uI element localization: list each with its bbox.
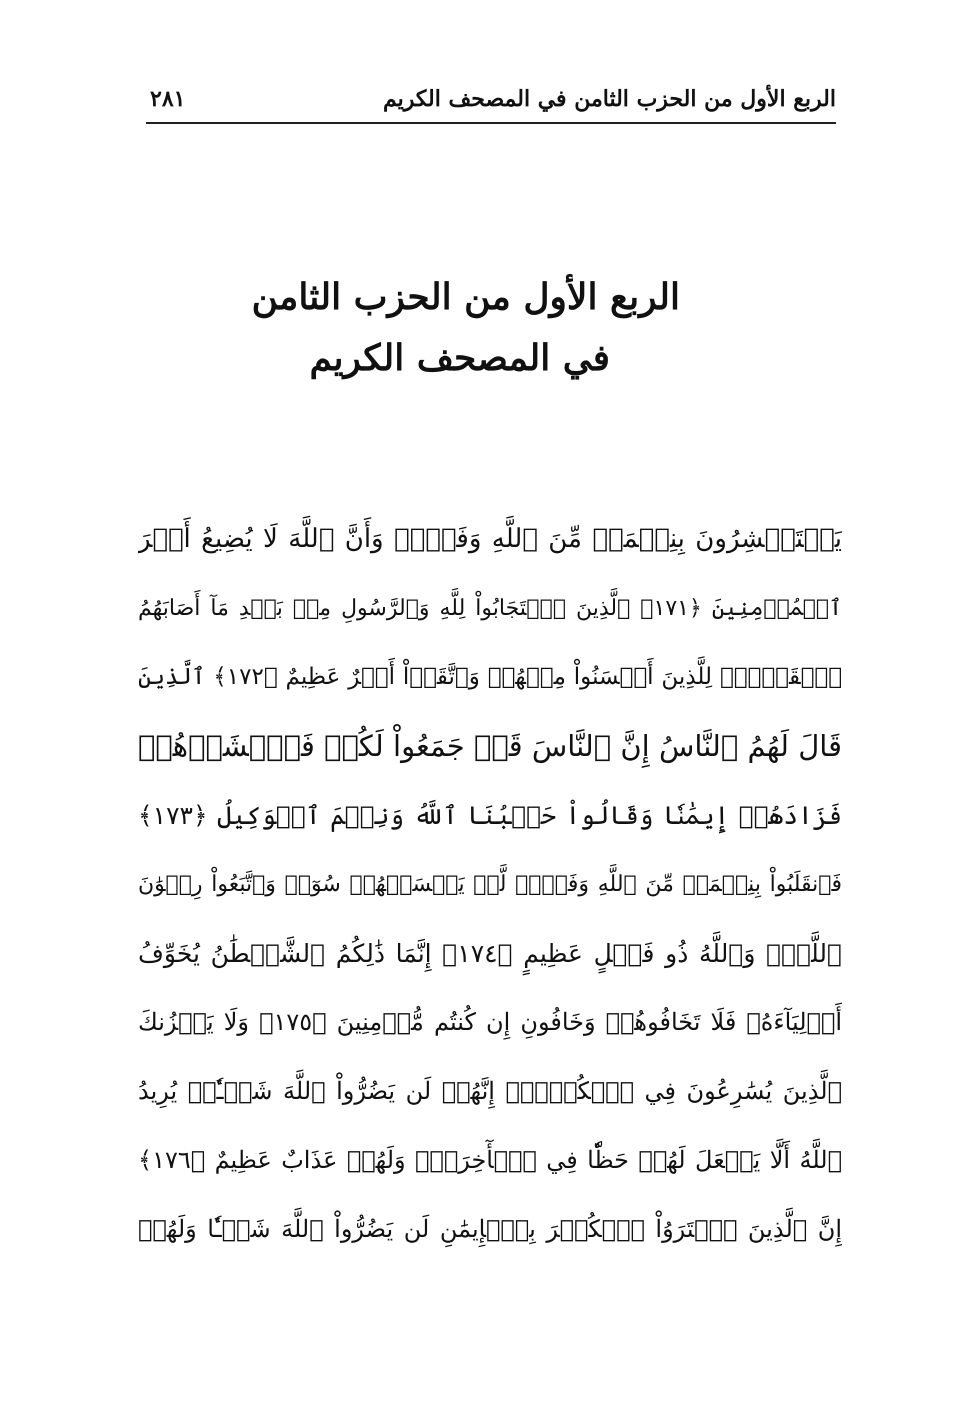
running-title: الربع الأول من الحزب الثامن في المصحف الكريم <box>382 86 836 112</box>
section-heading-line-2: في المصحف الكريم <box>309 337 610 379</box>
verse-line: إِنَّ ٱلَّذِينَ ٱشۡتَرَوُاْ ٱلۡكُفۡرَ بِٱلۡإِيمَٰنِ لَن يَضُرُّواْ ٱللَّهَ شَيۡـٔٗا وَلَهُمۡ <box>138 1215 842 1243</box>
quran-text-block <box>138 505 842 1264</box>
verse-line: ٱللَّهُ أَلَّا يَجۡعَلَ لَهُمۡ حَظّٗا فِي ٱلۡأٓخِرَةِۖ وَلَهُمۡ عَذَابٌ عَظِيمٌ ﴿١٧٦﴾ <box>138 1146 842 1174</box>
section-heading-line-1: الربع الأول من الحزب الثامن <box>251 276 680 318</box>
verse-line: فَٱنقَلَبُواْ بِنِعۡمَةٖ مِّنَ ٱللَّهِ وَفَضۡلٖ لَّمۡ يَمۡسَسۡهُمۡ سُوٓءٞ وَٱتَّبَعُواْ رِضۡوَٰنَ <box>138 872 842 897</box>
verse-line: ٱلۡقَرۡحُۚ لِلَّذِينَ أَحۡسَنُواْ مِنۡهُمۡ وَٱتَّقَوۡاْ أَجۡرٌ عَظِيمٌ ﴿١٧٢﴾ ٱلَّذِينَ <box>138 664 842 690</box>
verse-line: فَزَادَهُمۡ إِيمَٰنٗا وَقَالُواْ حَسۡبُنَا ٱللَّهُ وَنِعۡمَ ٱلۡوَكِيلُ ﴿١٧٣﴾ <box>138 801 842 830</box>
verse-line: ٱلَّذِينَ يُسَٰرِعُونَ فِي ٱلۡكُفۡرِۚ إِنَّهُمۡ لَن يَضُرُّواْ ٱللَّهَ شَيۡـٔٗاۗ يُرِيدُ <box>138 1077 842 1105</box>
running-header <box>146 78 836 124</box>
verse-line: يَسۡتَبۡشِرُونَ بِنِعۡمَةٖ مِّنَ ٱللَّهِ وَفَضۡلٖ وَأَنَّ ٱللَّهَ لَا يُضِيعُ أَجۡرَ <box>138 524 842 554</box>
verse-line: قَالَ لَهُمُ ٱلنَّاسُ إِنَّ ٱلنَّاسَ قَدۡ جَمَعُواْ لَكُمۡ فَٱخۡشَوۡهُمۡ <box>138 729 842 763</box>
verse-line: ٱلۡمُؤۡمِنِينَ ﴿١٧١﴾ ٱلَّذِينَ ٱسۡتَجَابُواْ لِلَّهِ وَٱلرَّسُولِ مِنۢ بَعۡدِ مَآ أَصَابَهُمُ <box>138 596 842 621</box>
verse-line: أَوۡلِيَآءَهُۥ فَلَا تَخَافُوهُمۡ وَخَافُونِ إِن كُنتُم مُّؤۡمِنِينَ ﴿١٧٥﴾ وَلَا يَحۡزُنكَ <box>138 1008 842 1036</box>
page-number: ٢٨١ <box>150 86 186 112</box>
verse-line: ٱللَّهِۗ وَٱللَّهُ ذُو فَضۡلٍ عَظِيمٍ ﴿١٧٤﴾ إِنَّمَا ذَٰلِكُمُ ٱلشَّيۡطَٰنُ يُخَوِّفُ <box>138 939 842 968</box>
